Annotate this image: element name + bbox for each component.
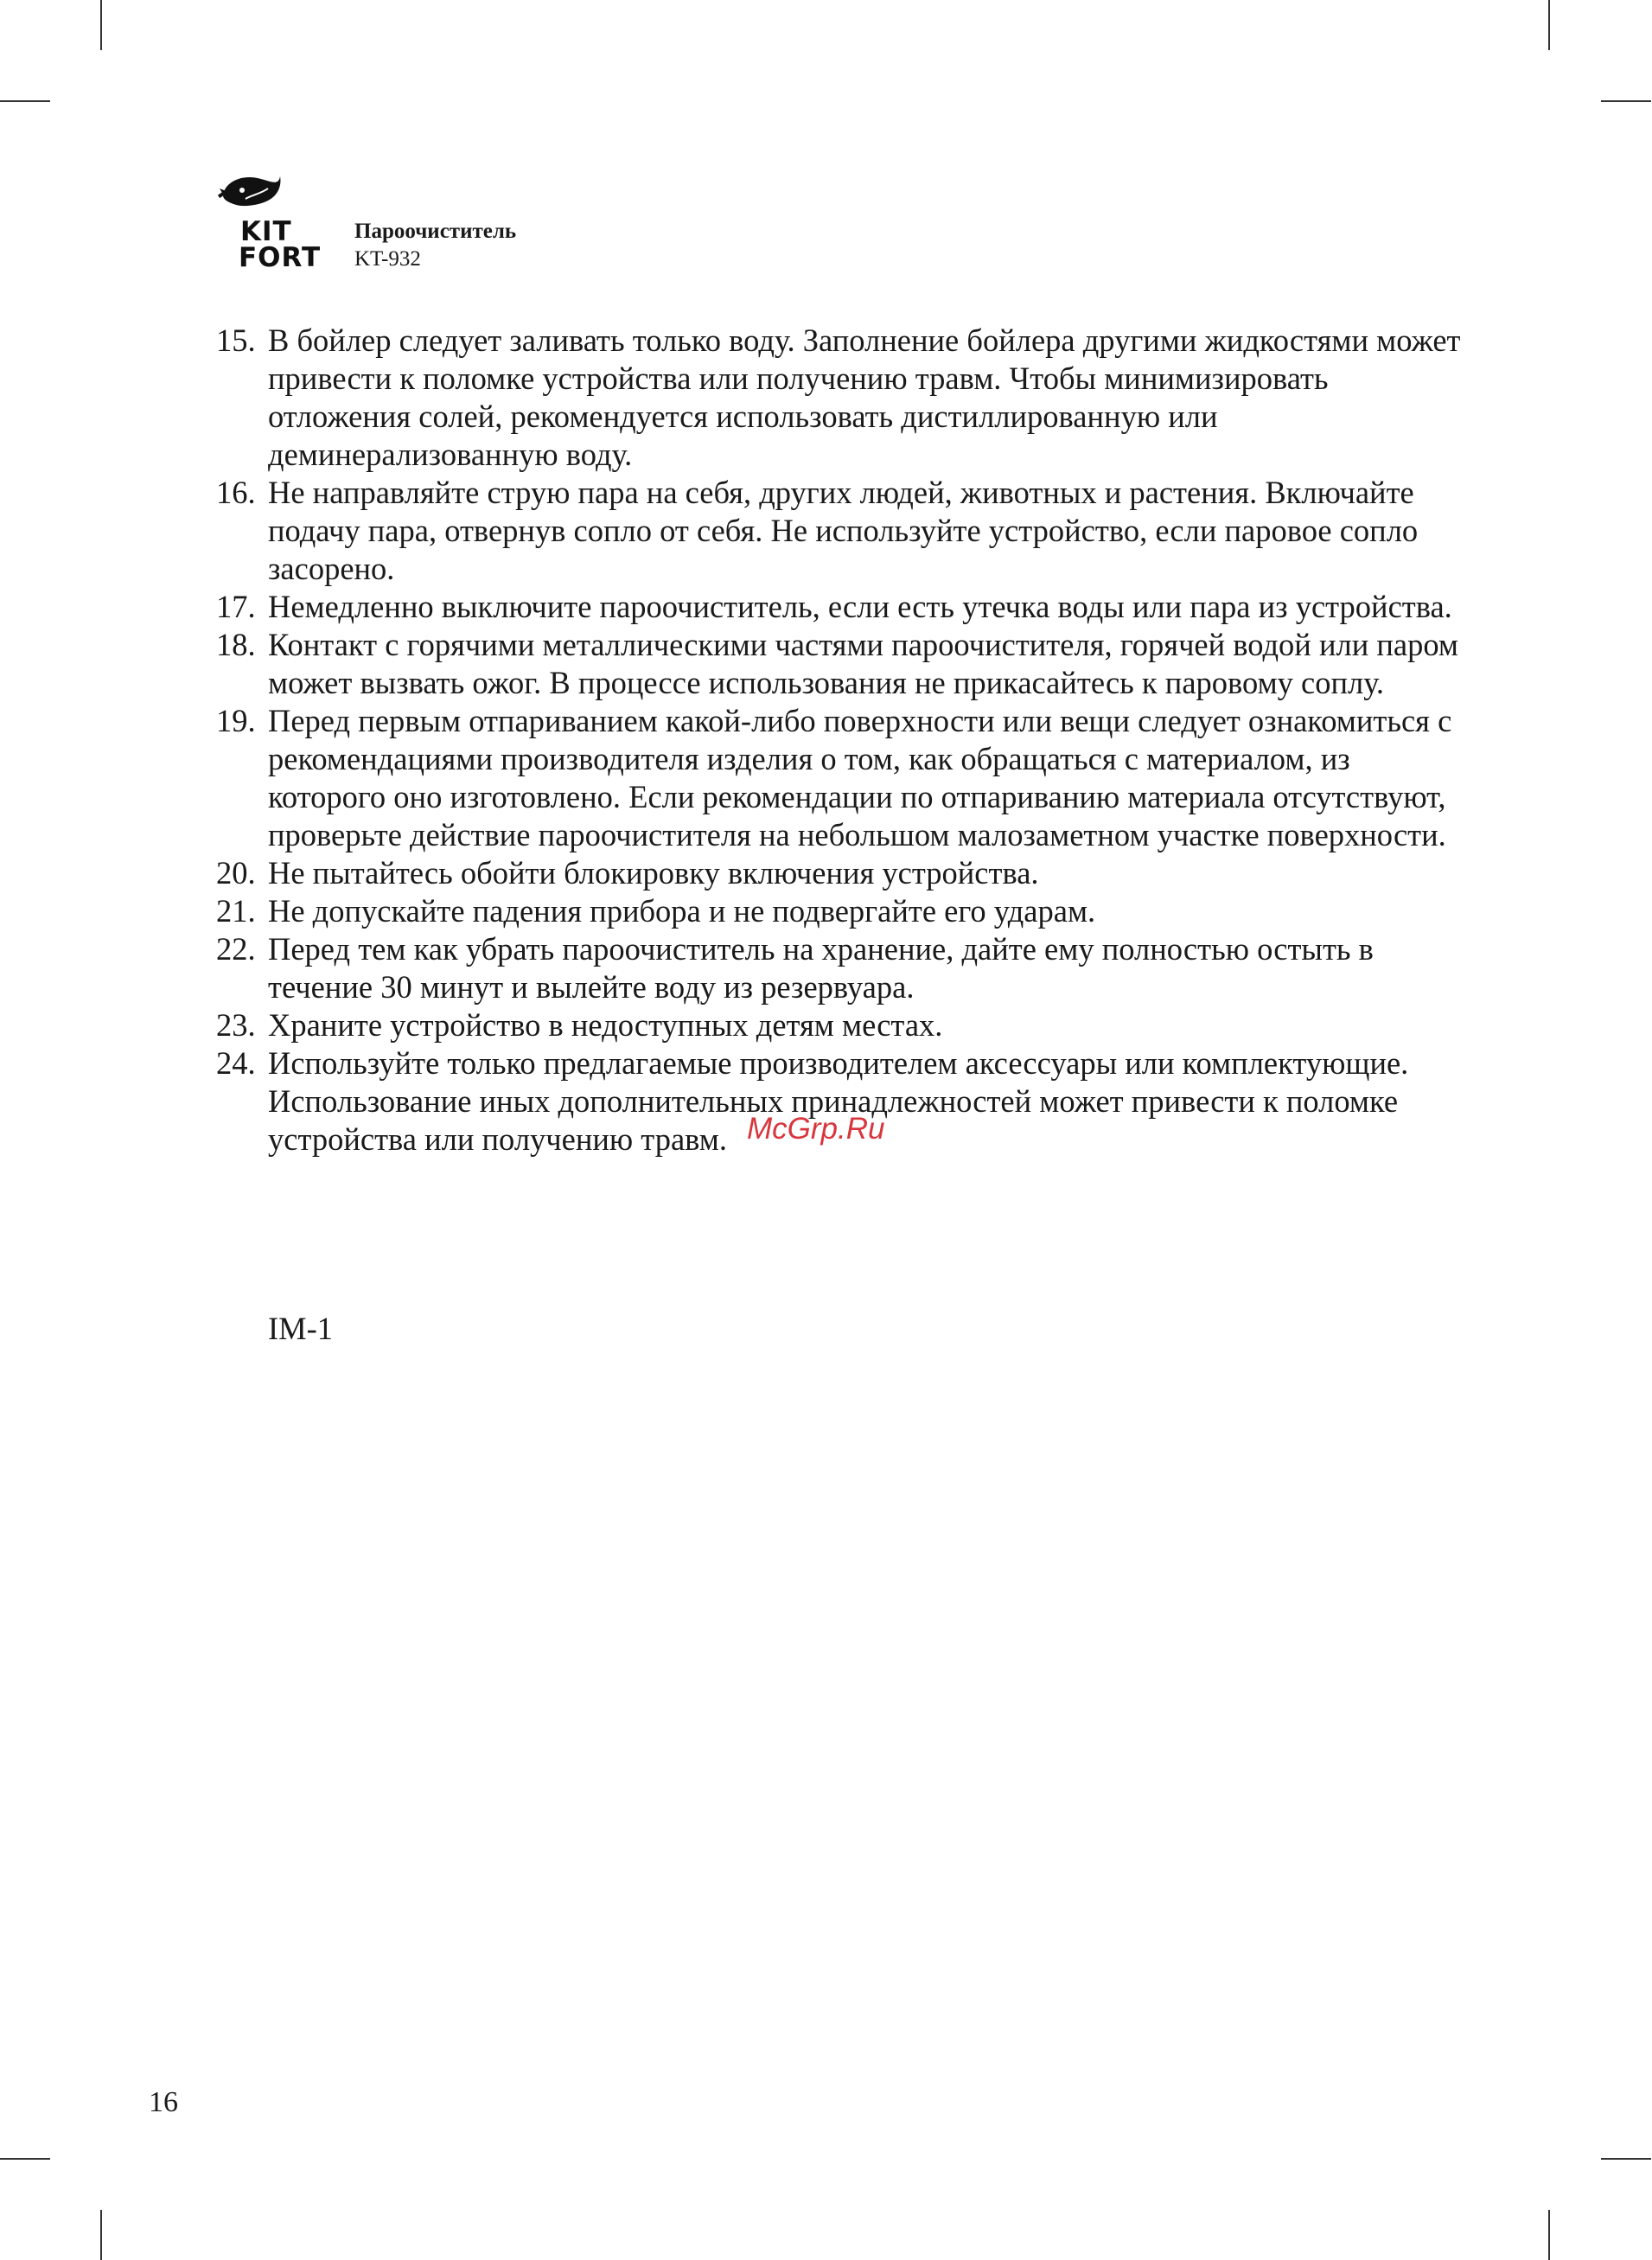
kitfort-logo (216, 169, 328, 273)
rule-number: 20. (216, 855, 256, 891)
crop-mark (1601, 100, 1651, 102)
list-item (216, 1006, 1461, 1044)
product-title: Пароочиститель (354, 220, 517, 243)
rule-number: 17. (216, 589, 256, 624)
rule-text: Используйте только предлагаемые производителем аксессуары или комплектующие. Использование иных дополнительных принадлежностей может привести к поломке устройства или получению травм. (268, 1045, 1409, 1157)
rule-number: 21. (216, 893, 256, 929)
list-item (216, 588, 1461, 626)
list-item (216, 854, 1461, 892)
crop-mark (100, 0, 102, 50)
list-item (216, 626, 1461, 702)
brand-name-line1: KIT (240, 216, 292, 247)
document-code: IM-1 (268, 1311, 334, 1346)
rule-text: Не допускайте падения прибора и не подвергайте его ударам. (268, 893, 1096, 929)
crop-mark (100, 2210, 102, 2260)
list-item (216, 322, 1461, 474)
rule-text: Не пытайтесь обойти блокировку включения устройства. (268, 855, 1039, 891)
brand-name-line2: FORT (239, 242, 322, 273)
rule-number: 18. (216, 627, 256, 662)
rule-text: Контакт с горячими металлическими частями пароочистителя, горячей водой или паром может вызвать ожог. В процессе использования не прикасайтесь к паровому соплу. (268, 627, 1458, 700)
rule-text: Немедленно выключите пароочиститель, если есть утечка воды или пара из устройства. (268, 589, 1452, 624)
page-header (216, 169, 908, 273)
list-item (216, 702, 1461, 854)
rule-number: 16. (216, 475, 256, 510)
product-model: KT-932 (354, 247, 421, 271)
list-item (216, 930, 1461, 1006)
page-number: 16 (149, 2086, 178, 2118)
rule-text: В бойлер следует заливать только воду. Заполнение бойлера другими жидкостями может привести к поломке устройства или получению травм. Чтобы минимизировать отложения солей, рекомендуется использовать дистиллированную или деминерализованную воду. (268, 322, 1461, 472)
product-info (354, 218, 516, 273)
rule-number: 22. (216, 931, 256, 967)
rule-number: 24. (216, 1045, 256, 1081)
rule-number: 19. (216, 703, 256, 738)
rule-number: 23. (216, 1007, 256, 1043)
crop-mark (0, 100, 50, 102)
rule-number: 15. (216, 322, 256, 358)
whale-logo-icon (216, 169, 285, 218)
rule-text: Не направляйте струю пара на себя, других людей, животных и растения. Включайте подачу пара, отвернув сопло от себя. Не используйте устройство, если паровое сопло засорено. (268, 475, 1419, 586)
rule-text: Перед тем как убрать пароочиститель на хранение, дайте ему полностью остыть в течение 30 минут и вылейте воду из резервуара. (268, 931, 1374, 1005)
crop-mark (0, 2158, 50, 2160)
rule-text: Храните устройство в недоступных детям местах. (268, 1007, 943, 1043)
crop-mark (1548, 2210, 1550, 2260)
list-item (216, 474, 1461, 588)
crop-mark (1548, 0, 1550, 50)
safety-rules-list (216, 322, 1461, 1159)
list-item (216, 892, 1461, 930)
watermark-text: McGrp.Ru (747, 1112, 885, 1146)
crop-mark (1601, 2158, 1651, 2160)
rule-text: Перед первым отпариванием какой-либо поверхности или вещи следует ознакомиться с рекомендациями производителя изделия о том, как обращаться с материалом, из которого оно изготовлено. Если рекомендации по отпариванию материала отсутствуют, проверьте действие пароочистителя на небольшом малозаметном участке поверхности. (268, 703, 1452, 852)
